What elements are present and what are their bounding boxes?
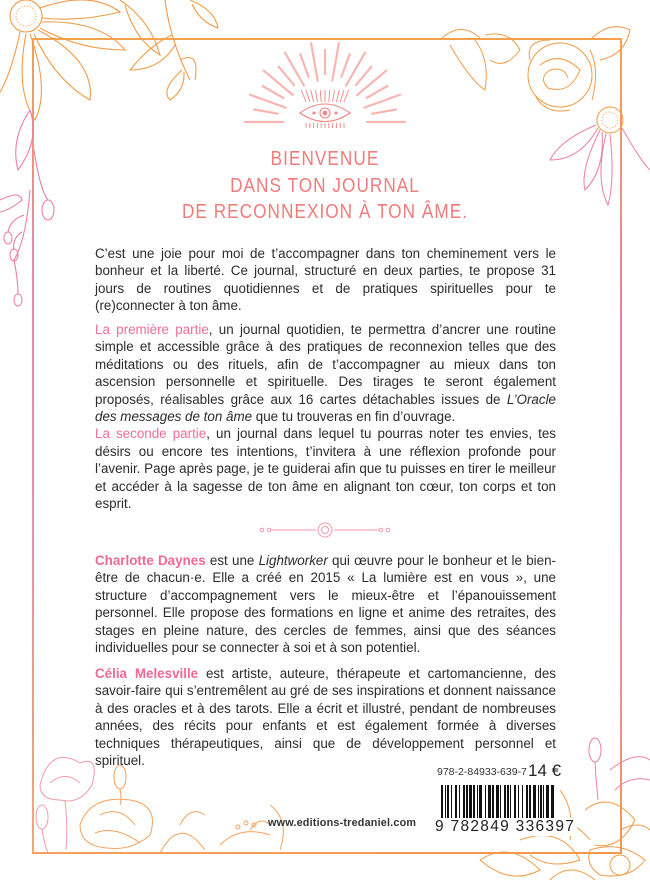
- author1-paragraph: [95, 552, 556, 656]
- part1-text-b: que tu trouveras en fin d’ouvrage.: [252, 409, 456, 425]
- sun-ray: [254, 109, 278, 113]
- part1-text-a: , un journal quotidien, te permettra d’ancrer une routine simple et accessible grâce à des pratiques de reconnexion telles que des méditations ou des rituels, afin de t’accompagner au mieux dans ton ascension personnelle et spirituelle. Des tirages te seront également proposés, réalisables grâce aux 16 cartes détachables issues de: [95, 322, 556, 407]
- parts-section: [95, 321, 556, 512]
- sun-ray: [341, 54, 349, 77]
- page-title: [46, 146, 605, 226]
- author1-text-b: qui œuvre pour le bonheur et le bien-être de chacun·e. Elle a créé en 2015 « La lumière est en vous », une structure d’accompagnement vers le mieux-être et l’épanouissement personnel. Elle propose des formations en ligne et anime des retraites, des stages en pleine nature, des cercles de femmes, ainsi que des séances individuelles pour se connecter à soi et à son potentiel.: [95, 553, 556, 656]
- sun-ray: [300, 54, 308, 77]
- sun-ray: [356, 67, 371, 85]
- sun-eye-emblem-icon: [240, 40, 410, 140]
- sun-ray: [357, 71, 386, 95]
- part1-paragraph: [95, 321, 556, 425]
- part2-paragraph: [95, 425, 556, 512]
- sun-ray: [332, 43, 339, 80]
- publisher-website-link[interactable]: www.editions-tredaniel.com: [268, 817, 417, 829]
- oracle-title: L’Oracle des messages de ton âme: [95, 391, 556, 425]
- barcode-digits: 9 782849 336397: [435, 818, 576, 835]
- author2-text: est artiste, auteure, thérapeute et cartomancienne, des savoir-faire qui s’entremêlent au gré de ses inspirations et donnent naissance à des oracles et à des tarots. Elle a écrit et illustré, pendant de nombreuses années, des récits pour enfants et est également formée à diverses techniques thérapeutiques, ainsi que de développement personnel et spirituel.: [95, 666, 556, 769]
- sun-ray: [263, 86, 284, 98]
- title-line-3: DE RECONNEXION À TON ÂME.: [181, 201, 469, 223]
- lightworker-term: Lightworker: [258, 553, 328, 568]
- sun-ray: [264, 71, 293, 95]
- author1-text-a: est une: [205, 553, 259, 568]
- title-line-2: DANS TON JOURNAL: [230, 174, 420, 197]
- divider-ornament-icon: [258, 522, 392, 538]
- author1-bio: [95, 552, 556, 656]
- intro-text: C’est une joie pour moi de t’accompagner dans ton cheminement vers le bonheur et la liberté. Ce journal, structuré en deux parties, te propose 31 jours de routines quotidiennes et de pratiques spirituelles pour te (re)connecter à ton âme.: [95, 246, 556, 314]
- sun-ray: [372, 109, 396, 113]
- sun-ray: [367, 86, 388, 98]
- author1-name: Charlotte Daynes: [95, 553, 206, 568]
- sun-ray: [311, 43, 318, 80]
- price: 14 €: [528, 761, 562, 780]
- part1-highlight: La première partie: [95, 322, 209, 337]
- isbn-number: 978-2-84933-639-7: [437, 766, 527, 778]
- bottom-left-floral-illustration: [20, 755, 310, 855]
- part2-text: , un journal dans lequel tu pourras noter tes envies, tes désirs ou encore tes intentions, t’invitera à une réflexion profonde pour l’avenir. Page après page, je te guiderai afin que tu puisses en tirer le meilleur et accéder à la sagesse de ton âme en alignant ton cœur, ton corps et ton esprit.: [95, 426, 556, 512]
- author2-name: Célia Melesville: [95, 666, 199, 681]
- title-line-1: BIENVENUE: [270, 148, 380, 170]
- part2-highlight: La seconde partie: [95, 426, 207, 442]
- sun-ray: [279, 67, 294, 85]
- intro-paragraph: [95, 245, 556, 315]
